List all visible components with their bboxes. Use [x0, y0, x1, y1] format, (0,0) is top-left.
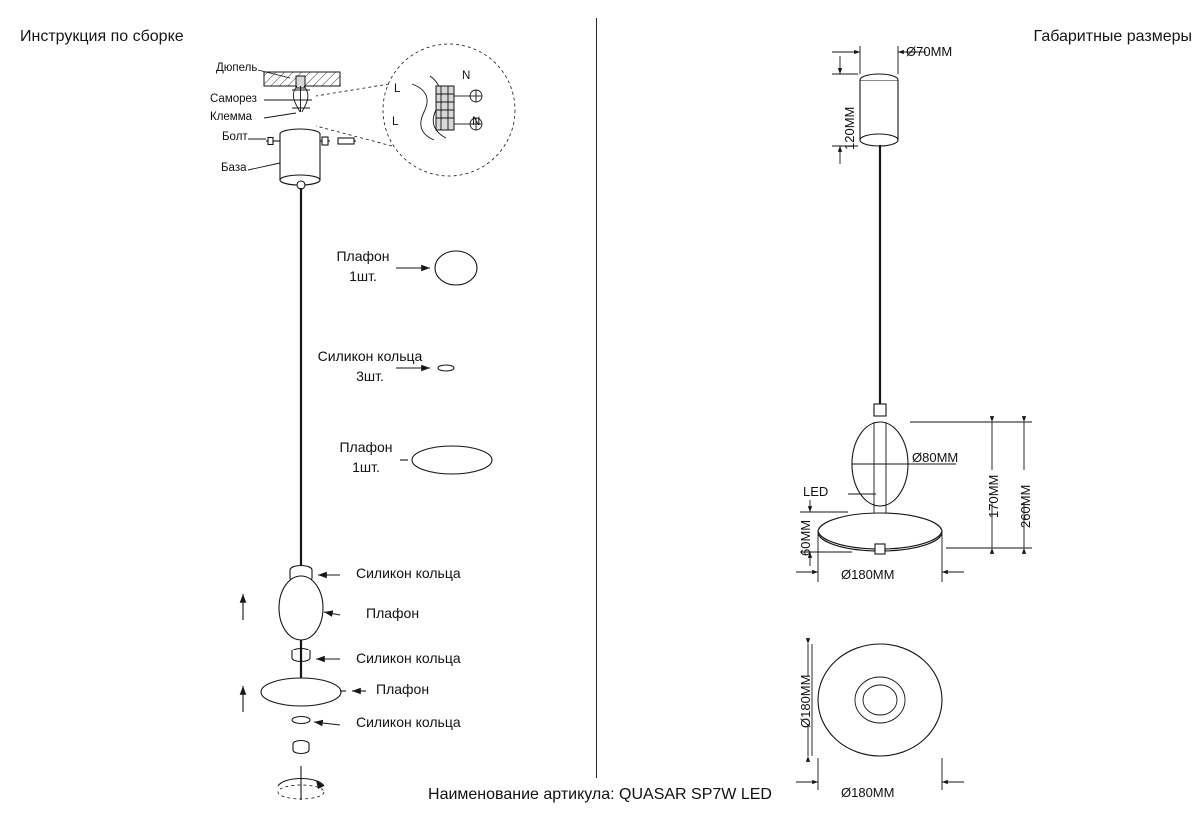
callout-label-terminal: Клемма [210, 111, 253, 123]
part-qty-rings: 3шт. [356, 368, 384, 384]
terminal-mark-l1: L [394, 83, 401, 95]
part-qty-shade-2: 1шт. [352, 459, 380, 475]
canopy [860, 74, 898, 146]
dimension-diagram [600, 0, 1200, 840]
dim-label-top-diameter: Ø70ММ [906, 44, 953, 59]
exploded-stack [243, 566, 366, 801]
terminal-mark-l2: L [392, 116, 399, 128]
dim-label-disc-diameter: Ø180ММ [841, 567, 895, 582]
page-title-assembly: Инструкция по сборке [20, 28, 184, 45]
part-label-shade-2: Плафон [339, 439, 393, 455]
stack-label-shade-lower: Плафон [376, 681, 430, 697]
callout-label-base: База [221, 162, 247, 174]
terminal-detail [316, 44, 515, 176]
dim-label-plan-vertical: Ø180ММ [798, 674, 813, 728]
shade-assembly [818, 404, 942, 554]
callout-label-dowel: Дюпель [216, 62, 258, 74]
part-qty-shade-1: 1шт. [349, 268, 377, 284]
terminal-mark-n2: N [472, 116, 481, 128]
article-name: Наименование артикула: QUASAR SP7W LED [428, 786, 772, 803]
part-shade-disc [400, 446, 492, 474]
ceiling-mount [264, 72, 340, 112]
part-label-shade-1: Плафон [336, 248, 390, 264]
page-title-dimensions: Габаритные размеры [1033, 28, 1192, 45]
stack-label-ring-top: Силикон кольца [356, 565, 461, 581]
dim-label-top-height: 120ММ [842, 106, 857, 150]
dim-label-plan-horizontal: Ø180ММ [841, 785, 895, 800]
dim-label-led: LED [803, 484, 829, 499]
callout-label-screw: Саморез [210, 93, 257, 105]
stack-label-shade-upper: Плафон [366, 605, 420, 621]
part-label-rings: Силикон кольца [317, 348, 423, 364]
plan-view [796, 644, 964, 790]
stack-label-ring-bottom: Силикон кольца [356, 714, 461, 730]
dim-label-shade-diameter: Ø80ММ [912, 450, 959, 465]
stack-label-ring-mid: Силикон кольца [356, 650, 461, 666]
base-cylinder [266, 129, 356, 189]
part-shade-small [396, 251, 477, 285]
dim-label-shade-height: 170ММ [986, 474, 1001, 518]
callout-label-bolt: Болт [222, 131, 248, 143]
dim-label-total-height: 260ММ [1018, 484, 1033, 528]
terminal-mark-n1: N [462, 70, 471, 82]
dim-label-disc-height: 60ММ [798, 519, 813, 556]
